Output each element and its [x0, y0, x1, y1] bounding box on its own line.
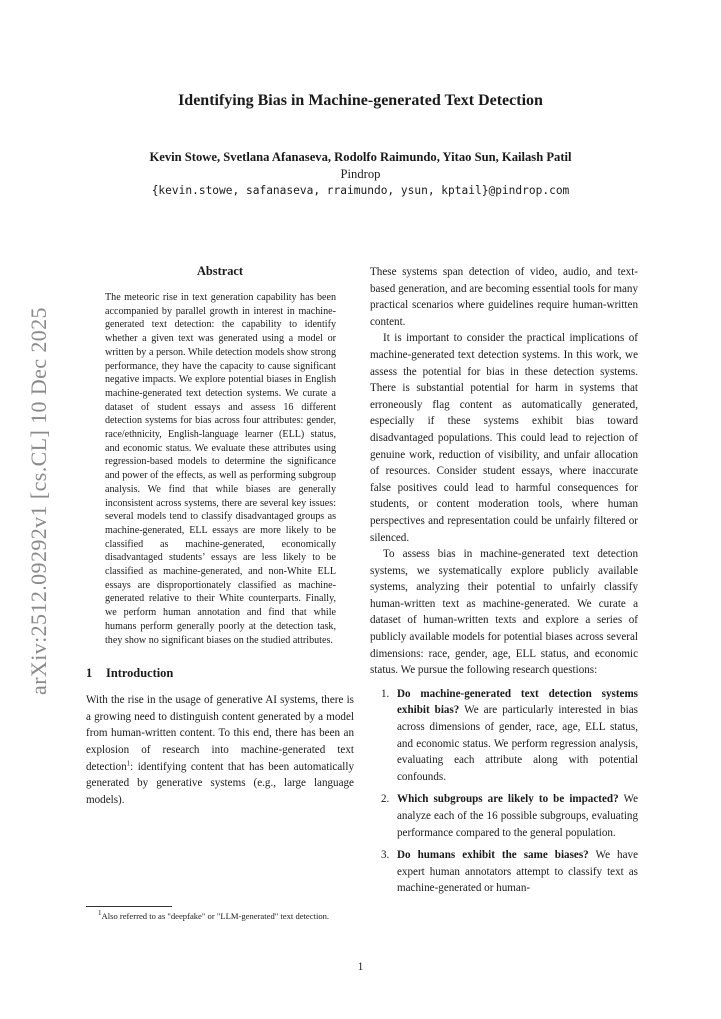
affiliation: Pindrop: [340, 167, 381, 181]
research-question-item: [370, 686, 638, 786]
rq-number: 3.: [381, 849, 390, 862]
section-number: 1: [86, 666, 93, 681]
author-list: Kevin Stowe, Svetlana Afanaseva, Rodolfo Raimundo, Yitao Sun, Kailash Patil: [149, 150, 572, 164]
footnote: [86, 906, 354, 922]
rq-number: 2.: [381, 793, 390, 806]
body-paragraph-3: To assess bias in machine-generated text detection systems, we systematically explore publicly available systems, analyzing their potential to unfairly classify human-written text as machine-generated. We curate a dataset of human-written texts and explore a series of publicly available models for potential biases across several dimensions: race, gender, age, ELL status, and economic status. We pursue the following research questions:: [370, 548, 638, 677]
intro-text-after-footnote: : identifying content that has been automatically generated by generative systems (e.g., large language models).: [86, 760, 354, 806]
rq-question: Do machine-generated text detection systems exhibit bias?: [397, 687, 638, 717]
page-number: 1: [357, 961, 364, 973]
section-heading-introduction: [86, 666, 354, 681]
rq-question: Which subgroups are likely to be impacted?: [397, 793, 619, 806]
arxiv-identifier-stamp: [22, 292, 56, 710]
research-question-item: [370, 847, 638, 897]
footnote-marker: 1: [126, 758, 131, 767]
author-emails: {kevin.stowe, safanaseva, rraimundo, ysun, kptail}@pindrop.com: [151, 184, 570, 197]
footnote-text: Also referred to as "deepfake" or "LLM-generated" text detection.: [101, 911, 330, 921]
rq-description: We analyze each of the 16 possible subgroups, evaluating performance compared to the general population.: [397, 793, 638, 839]
abstract-heading: Abstract: [196, 264, 244, 278]
body-paragraph-1: These systems span detection of video, audio, and text-based generation, and are becoming essential tools for many practical scenarios where guidelines require human-written content.: [370, 266, 638, 328]
footnote-number: 1: [98, 909, 102, 918]
section-title: Introduction: [106, 666, 174, 681]
rq-number: 1.: [381, 687, 390, 700]
body-paragraph-2: It is important to consider the practical implications of machine-generated text detection systems. In this work, we assess the potential for bias in these detection systems. There is substantial potential for harm in systems that erroneously flag content as automatically generated, especially if these systems exhibit bias toward disadvantaged populations. This could lead to rejection of genuine work, reduction of visibility, and unfair allocation of resources. Consider student essays, where inaccurate false positives could lead to harmful consequences for students, or content moderation tools, where human perspectives and representation could be unfairly filtered or silenced.: [370, 332, 638, 544]
introduction-paragraph: [86, 692, 354, 808]
footnote-content: [86, 911, 354, 922]
paper-title: Identifying Bias in Machine-generated Text Detection: [178, 92, 543, 109]
rq-description: We have expert human annotators attempt to classify text as machine-generated or human-: [397, 849, 638, 895]
intro-text-before-footnote: With the rise in the usage of generative AI systems, there is a growing need to distinguish content generated by a model from human-written content. To this end, there has been an explosion of research into machine-generated text detection: [86, 694, 354, 773]
rq-description: We are particularly interested in bias across dimensions of gender, race, age, ELL status, and economic status. We perform regression analysis, evaluating each attribute along with potential confounds.: [397, 704, 638, 783]
research-questions-list: [370, 686, 638, 897]
footnote-divider: [86, 906, 172, 907]
research-question-item: [370, 791, 638, 841]
left-column: [86, 264, 354, 808]
right-column: [370, 264, 638, 903]
arxiv-identifier-text: arXiv:2512.09292v1 [cs.CL] 10 Dec 2025: [26, 307, 52, 695]
abstract-body: The meteoric rise in text generation capability has been accompanied by parallel growth in interest in machine-generated text detection: the capability to identify whether a given text was generated using a model or written by a person. While detection models show strong performance, they have the capacity to cause significant negative impacts. We explore potential biases in English machine-generated text detection systems. We curate a dataset of student essays and assess 16 different detection systems for bias across four attributes: gender, race/ethnicity, English-language learner (ELL) status, and economic status. We evaluate these attributes using regression-based models to determine the significance and power of the effects, as well as performing subgroup analysis. We find that while biases are generally inconsistent across systems, there are several key issues: several models tend to classify disadvantaged groups as machine-generated, ELL essays are more likely to be classified as machine-generated, economically disadvantaged students’ essays are less likely to be classified as machine-generated, and non-White ELL essays are disproportionately classified as machine-generated relative to their White counterparts. Finally, we perform human annotation and find that while humans perform generally poorly at the detection task, they show no significant biases on the studied attributes.: [105, 292, 336, 646]
rq-question: Do humans exhibit the same biases?: [397, 849, 589, 862]
